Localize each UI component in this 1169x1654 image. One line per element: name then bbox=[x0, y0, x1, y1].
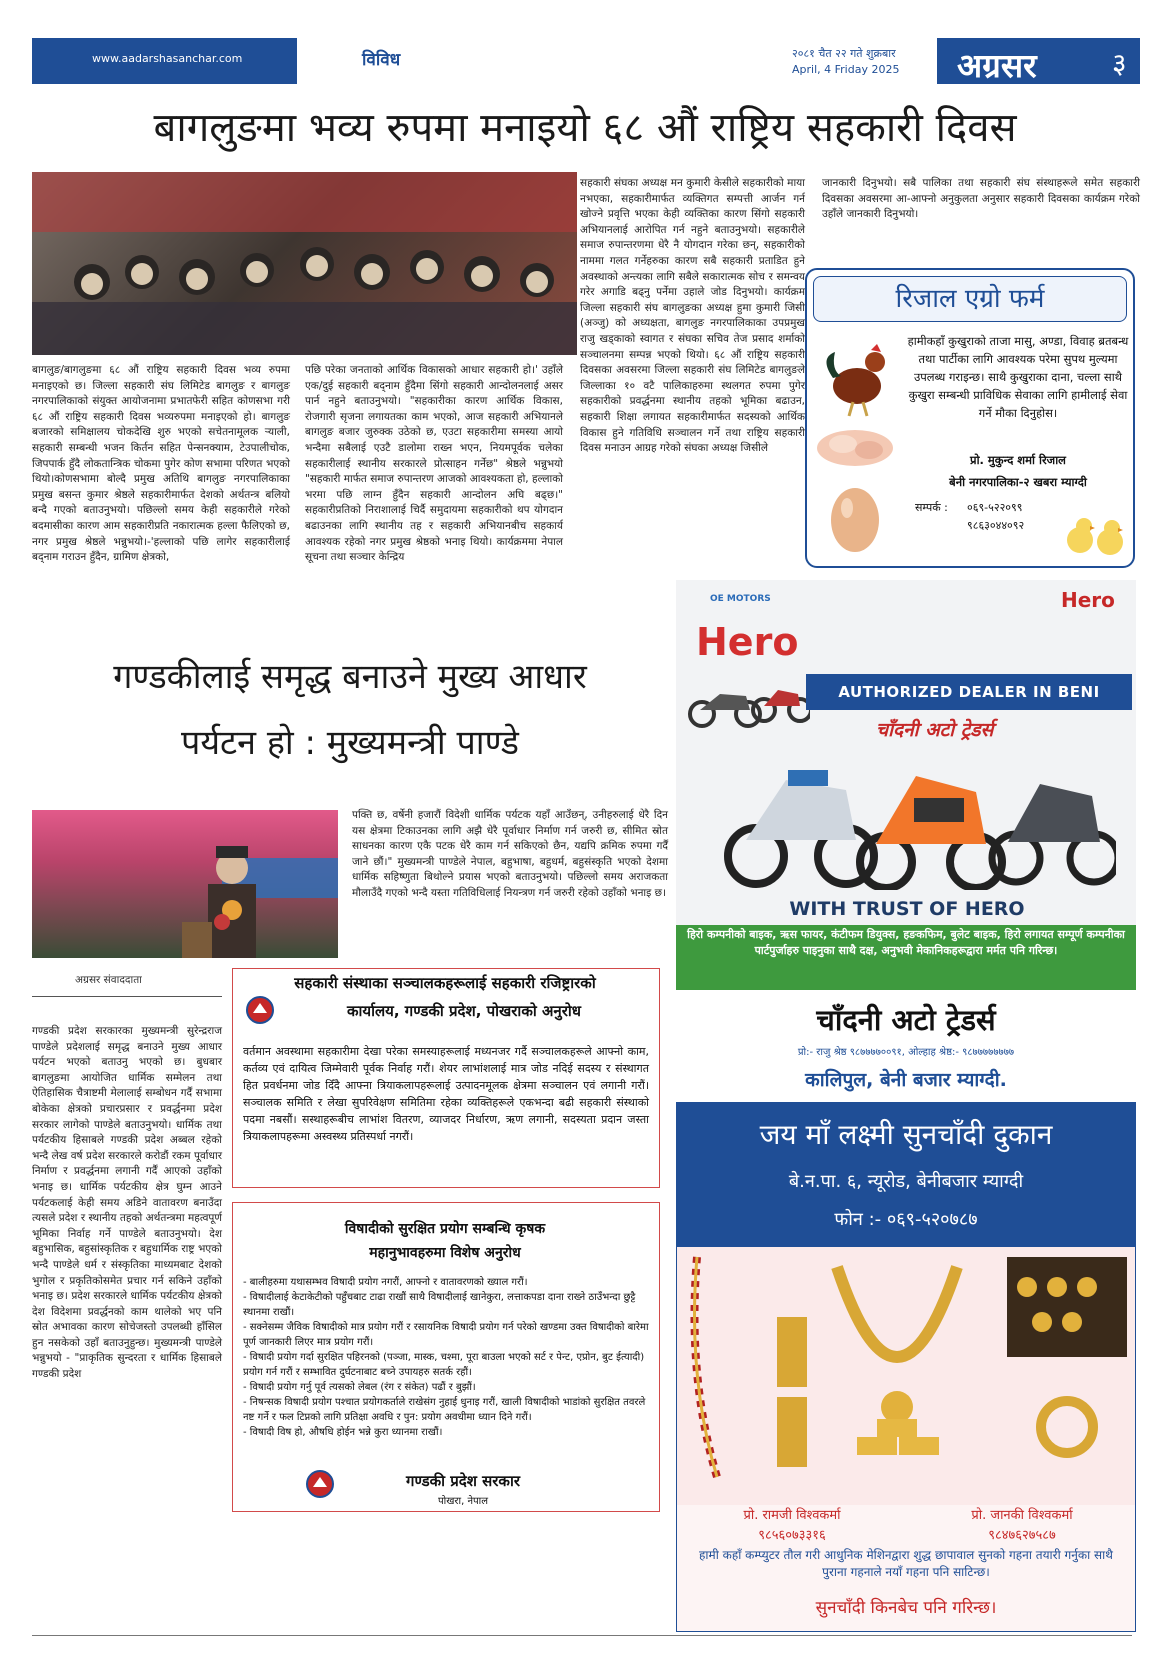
notice2-title-line1: विषादीको सुरक्षित प्रयोग सम्बन्धि कृषक bbox=[344, 1221, 546, 1237]
page-bottom-rule bbox=[32, 1635, 1132, 1636]
article2-body-left: गण्डकी प्रदेश सरकारका मुख्यमन्त्री सुरेन्द्रराज पाण्डेले प्रदेशलाई समृद्ध बनाउने मुख्य आधार पर्यटन भएको बताउनु भएको छ। बुधबार बागलुङमा आयोजित धार्मिक सम्मेलन तथा ऐतिहासिक चैत्राष्टमी मेलालाई सम्बोधन गर्दैं सभामा बोकेका क्षेत्रको प्रचारप्रसार र प्रवर्द्धनमा प्रदेश सरकार लागेको पाण्डेले बताउनुभयो। धार्मिक तथा पर्यटकीय हिसाबले गण्डकी प्रदेश अब्बल रहेको भन्दै लेख वर्ष प्रदेश सरकारले करोडौं रकम पूर्वाधार निर्माण र प्रवर्द्धनमा लगानी गर्दैं आएको उहाँको भनाइ छ। धार्मिक पर्यटकीय क्षेत्र घुम्न आउने पर्यटकलाई केही समय अडिने वातावरण बनाउँदा त्यसले प्रदेश र स्थानीय तहको अर्थतन्त्रमा महत्वपूर्ण भूमिका निर्वाह गर्ने पाण्डेले बताउनुभयो। देश बहुभासिक, बहुसांस्कृतिक र बहुधार्मिक राष्ट्र भएको भन्दै पाण्डेले धर्म र संस्कृतिका माध्यमबाट देशको भुगोल र प्रकृतिकोसमेत प्रचार गर्न सकिने उहाँको भनाइ छ। प्रदेश सरकारले धार्मिक पर्यटकीय क्षेत्रको देश विदेशमा प्रवर्द्धनको काम थालेको भए पनि स्रोत अभावका कारण सोचेजस्तो उपलब्धी हाँसिल हुन नसकेको उहाँ बताउनुहुन्छ। मुख्यमन्त्री पाण्डेले भन्नुभयो - "प्राकृतिक सुन्दरता र धार्मिक हिसाबले गण्डकी प्रदेश bbox=[32, 1025, 222, 1381]
hero-services: हिरो कम्पनीको बाइक, ऋस फायर, कंटीफम डियुक्स, हङकफिम, बुलेट बाइक, हिरो लगायत सम्पूर्ण कम्पनीका पार्टपुर्जाहरु पाइनुका साथै दक्ष, अनुभवी मेकानिकहरूद्वारा मर्मत पनि गरिन्छ। bbox=[676, 925, 1136, 990]
page-header bbox=[32, 38, 1140, 84]
article1-column-1: बागलुङ/बागलुङमा ६८ औं राष्ट्रिय सहकारी दिवस भव्य रुपमा मनाइएको छ। जिल्ला सहकारी संघ लिमिटेड बागलुङ र बागलुङ नगरपालिकाको संयुक्त आयोजनामा प्रभातफेरी सहित कोणसभा गरी ६८ औं राष्ट्रिय सहकारी दिवस भव्यरुपमा मनाइएको हो। बागलुङ बजारको समिक्षालय चोकदेखि शुरु भएको सचेतनामूलक र्‍याली, सहकारी सम्बन्धी भजन किर्तन सहित पेन्सनक्याम, टेउपालीचोक, जिपपार्क हुँदै लोकतान्त्रिक चोकमा पुगेर कोण सभामा परिणत भएको थियो।कोणसभामा बोल्दै प्रमुख अतिथि बागलुङ नगरपालिकाका प्रमुख बसन्त कुमार श्रेष्ठले सहकारीमार्फत देशको अर्थतन्त्र बलियो बन्दै गएको बताउनुभयो। पछिल्लो समय केही सहकारीले गरेको बदमासीका कारण आम सहकारीप्रति नकारात्मक हल्ला फैलिएको छ, नगर प्रमुख श्रेष्ठले भन्नुभयो।-'हल्लाको पछि लागेर सहकारीलाई बद्नाम गराउन हुँदैन, ग्रामिण क्षेत्रको, bbox=[32, 364, 290, 564]
speaker-photo-icon bbox=[32, 810, 338, 958]
list-item: - सक्नेसम्म जैविक विषादीको मात्र प्रयोग गरौं र रसायनिक विषादी प्रयोग गर्न परेको खण्डमा उक्त विषादीको बारेमा पूर्ण जानकारी लिएर मात्र प्रयोग गरौं। bbox=[243, 1322, 649, 1348]
notice2-footer-location: पोखरा, नेपाल bbox=[437, 1496, 489, 1507]
agro-farm-ad bbox=[805, 268, 1135, 568]
article2-photo bbox=[32, 810, 338, 958]
authorized-dealer-banner: AUTHORIZED DEALER IN BENI bbox=[806, 674, 1132, 710]
rooster-icon bbox=[817, 338, 897, 418]
agro-address: बेनी नगरपालिका-२ खबरा म्याग्दी bbox=[949, 475, 1087, 489]
list-item: - विषादीलाई केटाकेटीको पहुँचबाट टाढा राखौं साथै विषादीलाई खानेकुरा, लत्ताकपडा दाना राख्ने ठाउँभन्दा छुट्टै स्थानमा राखौं। bbox=[243, 1292, 636, 1318]
gold-shop-title: जय माँ लक्ष्मी सुनचाँदी दुकान bbox=[759, 1118, 1053, 1151]
masthead-logo: अग्रसर bbox=[957, 46, 1037, 85]
website-url[interactable]: www.aadarshasanchar.com bbox=[92, 52, 243, 65]
gold-shop-address: बे.न.पा. ६, न्यूरोड, बेनीबजार म्याग्दी bbox=[788, 1171, 1024, 1192]
hero-contact[interactable]: प्रो:- राजु श्रेष्ठ ९८७७७७००९१, ओल्हाह श्रेष्ठ:- ९८७७७७७७७७ bbox=[797, 1047, 1015, 1058]
notice1-title-line2: कार्यालय, गण्डकी प्रदेश, पोखराको अनुरोध bbox=[347, 1002, 581, 1020]
notice2-title-line2: महानुभावहरुमा विशेष अनुरोध bbox=[369, 1245, 521, 1261]
gold-phone-2[interactable]: ९८४७६२७५८७ bbox=[988, 1528, 1056, 1543]
notice1-title-line1: सहकारी संस्थाका सञ्चालकहरूलाई सहकारी रजिष्ट्रारको bbox=[294, 974, 596, 992]
agro-owner: प्रो. मुकुन्द शर्मा रिजाल bbox=[970, 453, 1066, 467]
nepal-emblem-icon bbox=[245, 995, 275, 1025]
egg-icon bbox=[825, 480, 885, 554]
notice2-footer-title: गण्डकी प्रदेश सरकार bbox=[406, 1472, 520, 1490]
jewelry-display-icon bbox=[677, 1247, 1135, 1505]
list-item: - निषन्सक विषादी प्रयोग पश्चात प्रयोगकर्ताले राखेसंग नुहाई धुनाइ गरौं, खाली विषादीको भाडांको सुरक्षित तवरले नष्ट गर्ने र फल टिप्नको लागि प्रतिक्षा अवधि र पुन: प्रयोग अवधीमा ध्यान दिने गरौं। bbox=[243, 1397, 646, 1423]
chicken-meat-icon bbox=[813, 422, 897, 470]
article2-byline: अग्रसर संवाददाता bbox=[75, 974, 142, 986]
motorcycles-small-icon bbox=[680, 670, 810, 730]
hero-big-logo: Hero bbox=[696, 620, 799, 664]
hero-address: कालिपुल, बेनी बजार म्याग्दी. bbox=[805, 1069, 1007, 1091]
article2-body-right: पक्ति छ, वर्षेनी हजारौं विदेशी धार्मिक पर्यटक यहाँ आउँछन्, उनीहरुलाई धेरै दिन यस क्षेत्रमा टिकाउनका लागि अझै धेरै पूर्वाधार निर्माण गर्न जरुरी छ, सीमित स्रोत साधनका कारण एकै पटक धेरै काम गर्न सकिएको छैन, यद्यपि क्रमिक रुपमा गर्दैं जाने छौं।" मुख्यमन्त्री पाण्डेले नेपाल, बहुभाषा, बहुधर्म, बहुसंस्कृति भएको देशमा धार्मिक सहिष्णुता बिथोल्ने प्रयास भएको बताउनुभयो। पछिल्लो समय अराजकता मौलाउँदै गएको भन्दै यस्ता गतिविधिलाई नियन्त्रण गर्न जरुरी रहेको उहाँको भनाइ छ। bbox=[352, 809, 668, 899]
gold-phone-1[interactable]: ९८५६०७३३१६ bbox=[758, 1528, 826, 1543]
article2-headline-line1: गण्डकीलाई समृद्ध बनाउने मुख्य आधार bbox=[113, 657, 587, 697]
byline-rule bbox=[32, 996, 222, 997]
cooperative-notice bbox=[232, 968, 660, 1188]
oe-motors-logo: OE MOTORS bbox=[710, 594, 771, 604]
hero-shop-name-top: चाँदनी अटो ट्रेडर्स bbox=[876, 719, 994, 741]
crowd-photo-icon bbox=[32, 172, 577, 355]
trust-of-hero: WITH TRUST OF HERO bbox=[789, 898, 1025, 920]
article1-headline: बागलुङमा भव्य रुपमा मनाइयो ६८ औं राष्ट्रिय सहकारी दिवस bbox=[153, 105, 1017, 151]
date-english: April, 4 Friday 2025 bbox=[792, 63, 900, 76]
gold-shop-ad bbox=[676, 1102, 1136, 1632]
notice2-list bbox=[243, 1275, 649, 1440]
hero-shop-name-big: चाँदनी अटो ट्रेडर्स bbox=[816, 1003, 996, 1037]
agro-phone-1[interactable]: ०६९-५२२०९९ bbox=[967, 501, 1023, 514]
page-number: ३ bbox=[1112, 47, 1127, 80]
agro-contact-label: सम्पर्क : bbox=[915, 501, 948, 514]
article1-column-2: पछि परेका जनताको आर्थिक विकासको आधार सहकारी हो।' उहाँले एक/दुई सहकारी बद्नाम हुँदैमा सिंगो सहकारी आन्दोलनलाई असर पार्न नहुने बताउनुभयो। "सहकारीका कारण आर्थिक विकास, रोजगारी सृजना लगायतका काम भएको, आज सहकारी अभियानले बागलुङ बजार जुरुक्क उठेको छ, एउटा सहकारीमा समस्या आयो भन्दैमा सबैलाई एउटै डालोमा राख्न भएन, नियमपूर्वक चलेका सहकारीलाई स्थानीय सरकारले प्रोत्साहन गर्नेछ" श्रेष्ठले भन्नुभयो "सहकारी मार्फत समाज रुपान्तरण आजको आवश्यकता हो, हल्लाको भरमा पछि लाग्न हुँदैन सहकारी आन्दोलन अघि बढ्छ।" सहकारीप्रतिको निराशालाई चिर्दै समुदायमा सहकारीको थप योगदान बढाउनका लागि स्थानीय तह र सहकारी अभियानबीच सहकार्य आवश्यक रहेको नगर प्रमुख श्रेष्ठको भनाइ थियो। कार्यक्रममा नेपाल सूचना तथा सञ्चार केन्द्रिय bbox=[305, 364, 563, 564]
chicks-icon bbox=[1062, 510, 1130, 564]
motorcycles-icon bbox=[696, 740, 1116, 890]
section-title: विविध bbox=[362, 50, 401, 70]
agro-title: रिजाल एग्रो फर्म bbox=[813, 276, 1127, 322]
gold-tagline: सुनचाँदी किनबेच पनि गरिन्छ। bbox=[815, 1598, 997, 1618]
gold-shop-phone[interactable]: फोन :- ०६९-५२०७८७ bbox=[834, 1209, 978, 1230]
list-item: - बालीहरुमा यथासम्भव विषादी प्रयोग नगरौं, आफ्नो र वातावरणको ख्याल गरौं। bbox=[243, 1277, 528, 1288]
gold-owner-2: प्रो. जानकी विश्वकर्मा bbox=[971, 1508, 1073, 1523]
list-item: - विषादी विष हो, औषधि होईन भन्ने कुरा ध्यानमा राखौं। bbox=[243, 1427, 443, 1438]
article1-column-3: सहकारी संघका अध्यक्ष मन कुमारी केसीले सहकारीको माया नभएका, सहकारीमार्फत व्यक्तिगत सम्पत्ती आर्जन गर्न खोज्ने प्रवृत्ति भएका केही व्यक्तिका कारण सिंगो सहकारी अभियानलाई आरोपित गर्न नहुने बताउनुभयो। सहकारीले समाज रुपान्तरणमा धेरै नै योगदान गरेका छन्, सहकारीको नाममा गलत गर्नेहरुका कारण सबै सहकारी प्रताडित हुने अवस्थाको अन्त्यका लागि सबैले सकारात्मक सोच र समन्वय गरेर अगाडि बढ्नु पर्नेमा उहाले जोड दिनुभयो। कार्यक्रम जिल्ला सहकारी संघ बागलुङका अध्यक्ष हुमा कुमारी जिसी (अञ्जु) को अध्यक्षता, बागलुङ नगरपालिकाका उपप्रमुख राजु खड्काको स्वागत र संघका सचिव तेज प्रसाद शर्माको सञ्चालनमा सम्पन्न भएको थियो। ६८ औं राष्ट्रिय सहकारी दिवसका अवसरमा जिल्ला सहकारी संघ लिमिटेड बागलुङले जिल्लाका १० वटै पालिकाहरुमा स्थलगत रुपमा पुगेर सहकारीको प्रवर्द्धनमा स्थानीय तहको भूमिका बढाउन, सहकारी शिक्षा लगायत सहकारीमार्फत सदस्यको आर्थिक विकास हुने गतिविधि सञ्चालन गर्ने तथा राष्ट्रिय सहकारी दिवस मनाउन आग्रह गरेको संघका अध्यक्ष जिसीले bbox=[580, 177, 805, 455]
date-nepali: २०८१ चैत २२ गते शुक्रबार bbox=[792, 47, 896, 60]
agro-description: हामीकहाँ कुखुराको ताजा मासु, अण्डा, विवाह ब्रतबन्ध तथा पार्टीका लागि आवश्यक परेमा सुपथ मुल्यमा उपलब्ध गराइन्छ। साथै कुखुराका दाना, चल्ला साथै कुखुरा सम्बन्धी प्राविधिक सेवाका लागि हामीलाई सेवा गर्ने मौका दिनुहोस। bbox=[907, 334, 1129, 420]
nepal-emblem-icon bbox=[305, 1469, 335, 1499]
gold-owner-1: प्रो. रामजी विश्वकर्मा bbox=[743, 1508, 841, 1523]
agro-phone-2[interactable]: ९८६३०४४०९२ bbox=[967, 519, 1025, 532]
notice1-body: वर्तमान अवस्थामा सहकारीमा देखा परेका समस्याहरूलाई मध्यनजर गर्दै सञ्चालकहरूले आफ्नो काम, कर्तव्य एवं दायित्व जिम्मेवारी पूर्वक निर्वाह गरौं। शेयर लाभांशलाई मात्र जोड नदिई सदस्य र संस्थागत हित प्रवर्धनमा जोड दिँदै आफ्ना त्रियाकलापहरूलाई उत्पादनमूलक क्षेत्रमा सञ्चालन एवं लगानी गरौं। सञ्चालक समिति र लेखा सुपरिवेक्षण समितिमा रहेका व्यक्तिहरूले एकभन्दा बढी सहकारी संस्थाको पदमा नबसौं। सस्थाहरूबीच लाभांश वितरण, व्याजदर निर्धारण, ऋण लगानी, सदस्यता प्रदान जस्ता त्रियाकलापहरूमा अस्वस्थ्य प्रतिस्पर्धा नगरौं। bbox=[243, 1045, 649, 1143]
hero-dealer-ad bbox=[676, 580, 1136, 990]
pesticide-notice bbox=[232, 1202, 660, 1512]
hero-small-logo: Hero bbox=[1061, 588, 1115, 612]
article1-column-4: जानकारी दिनुभयो। सबै पालिका तथा सहकारी संघ संस्थाहरूले समेत सहकारी दिवसका अवसरमा आ-आफ्नो अनुकुलता अनुसार सहकारी दिवसका कार्यक्रम गरेको उहाँले जानकारी दिनुभयो। bbox=[822, 177, 1140, 221]
list-item: - विषादी प्रयोग गर्नु पूर्व त्यसको लेबल (रंग र संकेत) पढौं र बुझौं। bbox=[243, 1382, 476, 1393]
gold-description: हामी कहाँ कम्प्युटर तौल गरी आधुनिक मेशिनद्वारा शुद्ध छापावाल सुनको गहना तयारी गर्नुका साथै पुराना गहनाले नयाँ गहना पनि साटिन्छ। bbox=[699, 1548, 1113, 1579]
list-item: - विषादी प्रयोग गर्दा सुरक्षित पहिरनको (पञ्जा, मास्क, चश्मा, पूरा बाउला भएको सर्ट र पेन्ट, एप्रोन, बुट ईत्यादी) प्रयोग गर्न गरौं र सम्भावित दुर्घटनाबाट बच्ने उपायहरु सतर्क रहौं। bbox=[243, 1352, 645, 1378]
article2-headline-line2: पर्यटन हो : मुख्यमन्त्री पाण्डे bbox=[181, 723, 519, 763]
article1-photo bbox=[32, 172, 577, 355]
